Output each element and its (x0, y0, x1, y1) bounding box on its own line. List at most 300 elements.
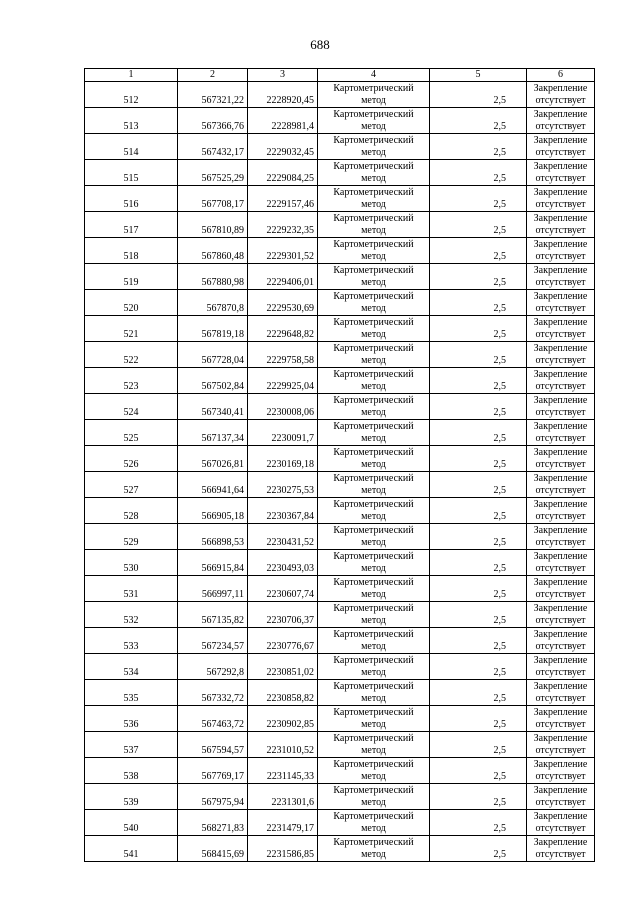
method-line-1: Картометрический (333, 499, 414, 510)
point-number-cell: 517 (85, 212, 178, 238)
table-row (85, 472, 595, 498)
x-coordinate-cell: 566915,84 (178, 550, 248, 576)
table-row (85, 420, 595, 446)
header-row (85, 69, 595, 82)
fixation-cell (527, 186, 595, 212)
fixation-cell (527, 576, 595, 602)
table-row (85, 108, 595, 134)
method-line-2: метод (361, 849, 386, 860)
x-coordinate-cell: 567234,57 (178, 628, 248, 654)
fixation-cell (527, 212, 595, 238)
fixation-line-2: отсутствует (535, 849, 586, 860)
y-coordinate-cell: 2231010,52 (248, 732, 318, 758)
point-number-cell: 519 (85, 264, 178, 290)
fixation-cell (527, 108, 595, 134)
accuracy-cell: 2,5 (430, 108, 527, 134)
x-coordinate-cell: 567870,8 (178, 290, 248, 316)
point-number-cell: 537 (85, 732, 178, 758)
header-col-6: 6 (527, 69, 595, 82)
fixation-cell (527, 758, 595, 784)
y-coordinate-cell: 2231301,6 (248, 784, 318, 810)
fixation-cell (527, 784, 595, 810)
fixation-cell (527, 836, 595, 862)
fixation-cell (527, 342, 595, 368)
x-coordinate-cell: 567463,72 (178, 706, 248, 732)
method-line-1: Картометрический (333, 109, 414, 120)
table-row (85, 212, 595, 238)
fixation-line-1: Закрепление (533, 837, 588, 848)
method-cell (318, 680, 430, 706)
point-number-cell: 516 (85, 186, 178, 212)
fixation-line-2: отсутствует (535, 251, 586, 262)
method-cell (318, 290, 430, 316)
method-cell (318, 654, 430, 680)
accuracy-cell: 2,5 (430, 836, 527, 862)
fixation-line-1: Закрепление (533, 343, 588, 354)
fixation-line-1: Закрепление (533, 551, 588, 562)
fixation-cell (527, 680, 595, 706)
point-number-cell: 515 (85, 160, 178, 186)
table-row (85, 758, 595, 784)
point-number-cell: 528 (85, 498, 178, 524)
table-row (85, 706, 595, 732)
fixation-line-1: Закрепление (533, 447, 588, 458)
method-line-1: Картометрический (333, 447, 414, 458)
y-coordinate-cell: 2229648,82 (248, 316, 318, 342)
fixation-line-1: Закрепление (533, 369, 588, 380)
fixation-cell (527, 368, 595, 394)
method-line-1: Картометрический (333, 733, 414, 744)
accuracy-cell: 2,5 (430, 290, 527, 316)
fixation-line-2: отсутствует (535, 277, 586, 288)
x-coordinate-cell: 567975,94 (178, 784, 248, 810)
fixation-line-2: отсутствует (535, 563, 586, 574)
method-cell (318, 420, 430, 446)
accuracy-cell: 2,5 (430, 498, 527, 524)
fixation-cell (527, 290, 595, 316)
fixation-cell (527, 810, 595, 836)
accuracy-cell: 2,5 (430, 758, 527, 784)
point-number-cell: 531 (85, 576, 178, 602)
method-cell (318, 628, 430, 654)
table-row (85, 680, 595, 706)
fixation-line-2: отсутствует (535, 771, 586, 782)
method-line-1: Картометрический (333, 655, 414, 666)
x-coordinate-cell: 567860,48 (178, 238, 248, 264)
method-line-2: метод (361, 511, 386, 522)
accuracy-cell: 2,5 (430, 82, 527, 108)
x-coordinate-cell: 567769,17 (178, 758, 248, 784)
fixation-line-1: Закрепление (533, 525, 588, 536)
table-row (85, 446, 595, 472)
x-coordinate-cell: 567432,17 (178, 134, 248, 160)
fixation-line-2: отсутствует (535, 225, 586, 236)
point-number-cell: 527 (85, 472, 178, 498)
method-cell (318, 550, 430, 576)
x-coordinate-cell: 567340,41 (178, 394, 248, 420)
method-line-2: метод (361, 173, 386, 184)
accuracy-cell: 2,5 (430, 472, 527, 498)
fixation-cell (527, 420, 595, 446)
accuracy-cell: 2,5 (430, 394, 527, 420)
method-cell (318, 706, 430, 732)
fixation-cell (527, 498, 595, 524)
fixation-line-2: отсутствует (535, 485, 586, 496)
point-number-cell: 525 (85, 420, 178, 446)
table-row (85, 654, 595, 680)
point-number-cell: 520 (85, 290, 178, 316)
method-line-2: метод (361, 433, 386, 444)
y-coordinate-cell: 2230851,02 (248, 654, 318, 680)
header-col-5: 5 (430, 69, 527, 82)
accuracy-cell: 2,5 (430, 602, 527, 628)
fixation-line-2: отсутствует (535, 823, 586, 834)
fixation-cell (527, 394, 595, 420)
fixation-line-1: Закрепление (533, 109, 588, 120)
fixation-line-1: Закрепление (533, 681, 588, 692)
point-number-cell: 529 (85, 524, 178, 550)
method-cell (318, 342, 430, 368)
accuracy-cell: 2,5 (430, 186, 527, 212)
point-number-cell: 533 (85, 628, 178, 654)
method-line-2: метод (361, 563, 386, 574)
fixation-line-2: отсутствует (535, 641, 586, 652)
method-line-1: Картометрический (333, 135, 414, 146)
x-coordinate-cell: 568415,69 (178, 836, 248, 862)
y-coordinate-cell: 2230169,18 (248, 446, 318, 472)
accuracy-cell: 2,5 (430, 212, 527, 238)
method-line-2: метод (361, 667, 386, 678)
fixation-line-2: отсутствует (535, 147, 586, 158)
y-coordinate-cell: 2230858,82 (248, 680, 318, 706)
fixation-line-2: отсутствует (535, 355, 586, 366)
method-cell (318, 186, 430, 212)
fixation-line-1: Закрепление (533, 187, 588, 198)
point-number-cell: 535 (85, 680, 178, 706)
method-line-2: метод (361, 589, 386, 600)
fixation-line-2: отсутствует (535, 433, 586, 444)
accuracy-cell: 2,5 (430, 654, 527, 680)
method-line-1: Картометрический (333, 421, 414, 432)
method-line-1: Картометрический (333, 785, 414, 796)
method-cell (318, 108, 430, 134)
method-cell (318, 238, 430, 264)
x-coordinate-cell: 567525,29 (178, 160, 248, 186)
method-line-1: Картометрический (333, 811, 414, 822)
method-line-2: метод (361, 225, 386, 236)
fixation-cell (527, 602, 595, 628)
y-coordinate-cell: 2230706,37 (248, 602, 318, 628)
method-cell (318, 82, 430, 108)
table-row (85, 576, 595, 602)
fixation-cell (527, 732, 595, 758)
fixation-line-2: отсутствует (535, 303, 586, 314)
method-line-1: Картометрический (333, 551, 414, 562)
fixation-line-1: Закрепление (533, 811, 588, 822)
y-coordinate-cell: 2229032,45 (248, 134, 318, 160)
fixation-line-1: Закрепление (533, 629, 588, 640)
x-coordinate-cell: 567708,17 (178, 186, 248, 212)
accuracy-cell: 2,5 (430, 732, 527, 758)
y-coordinate-cell: 2229157,46 (248, 186, 318, 212)
method-line-2: метод (361, 329, 386, 340)
header-col-3: 3 (248, 69, 318, 82)
point-number-cell: 518 (85, 238, 178, 264)
method-cell (318, 264, 430, 290)
header-col-4: 4 (318, 69, 430, 82)
y-coordinate-cell: 2230275,53 (248, 472, 318, 498)
fixation-line-1: Закрепление (533, 265, 588, 276)
page-number: 688 (310, 37, 330, 52)
method-cell (318, 472, 430, 498)
accuracy-cell: 2,5 (430, 550, 527, 576)
x-coordinate-cell: 566997,11 (178, 576, 248, 602)
method-line-2: метод (361, 355, 386, 366)
method-line-1: Картометрический (333, 707, 414, 718)
fixation-line-1: Закрепление (533, 135, 588, 146)
point-number-cell: 538 (85, 758, 178, 784)
fixation-cell (527, 706, 595, 732)
method-line-2: метод (361, 95, 386, 106)
table-row (85, 524, 595, 550)
x-coordinate-cell: 567366,76 (178, 108, 248, 134)
header-col-1: 1 (85, 69, 178, 82)
method-line-1: Картометрический (333, 213, 414, 224)
point-number-cell: 534 (85, 654, 178, 680)
x-coordinate-cell: 567594,57 (178, 732, 248, 758)
y-coordinate-cell: 2230493,03 (248, 550, 318, 576)
fixation-line-2: отсутствует (535, 537, 586, 548)
x-coordinate-cell: 566898,53 (178, 524, 248, 550)
fixation-line-2: отсутствует (535, 589, 586, 600)
method-cell (318, 524, 430, 550)
table-row (85, 628, 595, 654)
point-number-cell: 536 (85, 706, 178, 732)
fixation-line-1: Закрепление (533, 473, 588, 484)
point-number-cell: 526 (85, 446, 178, 472)
y-coordinate-cell: 2229232,35 (248, 212, 318, 238)
y-coordinate-cell: 2230431,52 (248, 524, 318, 550)
y-coordinate-cell: 2229925,04 (248, 368, 318, 394)
method-line-1: Картометрический (333, 759, 414, 770)
table-row (85, 160, 595, 186)
method-line-1: Картометрический (333, 473, 414, 484)
table-row (85, 290, 595, 316)
method-line-2: метод (361, 381, 386, 392)
point-number-cell: 523 (85, 368, 178, 394)
method-line-2: метод (361, 615, 386, 626)
x-coordinate-cell: 566941,64 (178, 472, 248, 498)
fixation-cell (527, 160, 595, 186)
fixation-line-1: Закрепление (533, 161, 588, 172)
x-coordinate-cell: 567502,84 (178, 368, 248, 394)
method-line-1: Картометрический (333, 239, 414, 250)
coordinates-table (84, 68, 595, 862)
point-number-cell: 541 (85, 836, 178, 862)
point-number-cell: 512 (85, 82, 178, 108)
method-line-1: Картометрический (333, 525, 414, 536)
fixation-line-2: отсутствует (535, 615, 586, 626)
method-line-1: Картометрический (333, 837, 414, 848)
y-coordinate-cell: 2231145,33 (248, 758, 318, 784)
accuracy-cell: 2,5 (430, 784, 527, 810)
method-line-2: метод (361, 537, 386, 548)
accuracy-cell: 2,5 (430, 810, 527, 836)
method-line-2: метод (361, 823, 386, 834)
method-line-1: Картометрический (333, 291, 414, 302)
x-coordinate-cell: 567728,04 (178, 342, 248, 368)
fixation-cell (527, 524, 595, 550)
method-cell (318, 810, 430, 836)
fixation-cell (527, 82, 595, 108)
y-coordinate-cell: 2230902,85 (248, 706, 318, 732)
method-cell (318, 134, 430, 160)
accuracy-cell: 2,5 (430, 342, 527, 368)
x-coordinate-cell: 567135,82 (178, 602, 248, 628)
fixation-line-2: отсутствует (535, 719, 586, 730)
fixation-line-2: отсутствует (535, 745, 586, 756)
method-cell (318, 602, 430, 628)
method-cell (318, 758, 430, 784)
y-coordinate-cell: 2229758,58 (248, 342, 318, 368)
fixation-line-1: Закрепление (533, 421, 588, 432)
fixation-line-1: Закрепление (533, 577, 588, 588)
x-coordinate-cell: 566905,18 (178, 498, 248, 524)
y-coordinate-cell: 2231479,17 (248, 810, 318, 836)
accuracy-cell: 2,5 (430, 264, 527, 290)
table-row (85, 316, 595, 342)
table-row (85, 550, 595, 576)
method-line-2: метод (361, 485, 386, 496)
accuracy-cell: 2,5 (430, 706, 527, 732)
method-line-2: метод (361, 797, 386, 808)
method-line-2: метод (361, 303, 386, 314)
y-coordinate-cell: 2230367,84 (248, 498, 318, 524)
y-coordinate-cell: 2231586,85 (248, 836, 318, 862)
accuracy-cell: 2,5 (430, 238, 527, 264)
x-coordinate-cell: 567292,8 (178, 654, 248, 680)
point-number-cell: 522 (85, 342, 178, 368)
fixation-line-2: отсутствует (535, 511, 586, 522)
method-cell (318, 784, 430, 810)
y-coordinate-cell: 2230091,7 (248, 420, 318, 446)
fixation-line-2: отсутствует (535, 329, 586, 340)
method-cell (318, 732, 430, 758)
fixation-cell (527, 550, 595, 576)
accuracy-cell: 2,5 (430, 680, 527, 706)
fixation-line-1: Закрепление (533, 603, 588, 614)
x-coordinate-cell: 568271,83 (178, 810, 248, 836)
table-row (85, 264, 595, 290)
fixation-line-1: Закрепление (533, 707, 588, 718)
table-row (85, 784, 595, 810)
table-row (85, 342, 595, 368)
fixation-line-1: Закрепление (533, 785, 588, 796)
accuracy-cell: 2,5 (430, 316, 527, 342)
method-cell (318, 316, 430, 342)
accuracy-cell: 2,5 (430, 446, 527, 472)
table-header (85, 69, 595, 82)
table-row (85, 498, 595, 524)
accuracy-cell: 2,5 (430, 628, 527, 654)
accuracy-cell: 2,5 (430, 420, 527, 446)
fixation-line-2: отсутствует (535, 667, 586, 678)
header-col-2: 2 (178, 69, 248, 82)
point-number-cell: 524 (85, 394, 178, 420)
fixation-line-1: Закрепление (533, 213, 588, 224)
table-row (85, 836, 595, 862)
y-coordinate-cell: 2228920,45 (248, 82, 318, 108)
fixation-cell (527, 628, 595, 654)
fixation-line-2: отсутствует (535, 459, 586, 470)
fixation-line-1: Закрепление (533, 733, 588, 744)
point-number-cell: 521 (85, 316, 178, 342)
fixation-cell (527, 472, 595, 498)
fixation-cell (527, 316, 595, 342)
table-row (85, 732, 595, 758)
fixation-line-1: Закрепление (533, 655, 588, 666)
point-number-cell: 513 (85, 108, 178, 134)
method-line-2: метод (361, 641, 386, 652)
accuracy-cell: 2,5 (430, 576, 527, 602)
method-line-2: метод (361, 719, 386, 730)
fixation-line-2: отсутствует (535, 407, 586, 418)
point-number-cell: 530 (85, 550, 178, 576)
fixation-line-1: Закрепление (533, 83, 588, 94)
table-row (85, 238, 595, 264)
x-coordinate-cell: 567137,34 (178, 420, 248, 446)
fixation-cell (527, 238, 595, 264)
y-coordinate-cell: 2229301,52 (248, 238, 318, 264)
y-coordinate-cell: 2230607,74 (248, 576, 318, 602)
table-row (85, 82, 595, 108)
method-line-1: Картометрический (333, 317, 414, 328)
method-cell (318, 212, 430, 238)
x-coordinate-cell: 567810,89 (178, 212, 248, 238)
method-cell (318, 394, 430, 420)
x-coordinate-cell: 567880,98 (178, 264, 248, 290)
method-line-1: Картометрический (333, 161, 414, 172)
method-line-2: метод (361, 147, 386, 158)
method-cell (318, 836, 430, 862)
accuracy-cell: 2,5 (430, 160, 527, 186)
method-line-2: метод (361, 693, 386, 704)
x-coordinate-cell: 567321,22 (178, 82, 248, 108)
fixation-cell (527, 134, 595, 160)
method-line-2: метод (361, 251, 386, 262)
table-row (85, 134, 595, 160)
accuracy-cell: 2,5 (430, 524, 527, 550)
method-cell (318, 446, 430, 472)
fixation-line-1: Закрепление (533, 291, 588, 302)
fixation-line-1: Закрепление (533, 759, 588, 770)
accuracy-cell: 2,5 (430, 134, 527, 160)
x-coordinate-cell: 567332,72 (178, 680, 248, 706)
table-body (85, 82, 595, 862)
y-coordinate-cell: 2229084,25 (248, 160, 318, 186)
fixation-line-2: отсутствует (535, 381, 586, 392)
fixation-line-2: отсутствует (535, 95, 586, 106)
point-number-cell: 514 (85, 134, 178, 160)
method-cell (318, 160, 430, 186)
method-line-2: метод (361, 277, 386, 288)
fixation-line-1: Закрепление (533, 499, 588, 510)
y-coordinate-cell: 2229406,01 (248, 264, 318, 290)
method-line-2: метод (361, 407, 386, 418)
table-row (85, 394, 595, 420)
fixation-line-2: отсутствует (535, 797, 586, 808)
point-number-cell: 539 (85, 784, 178, 810)
